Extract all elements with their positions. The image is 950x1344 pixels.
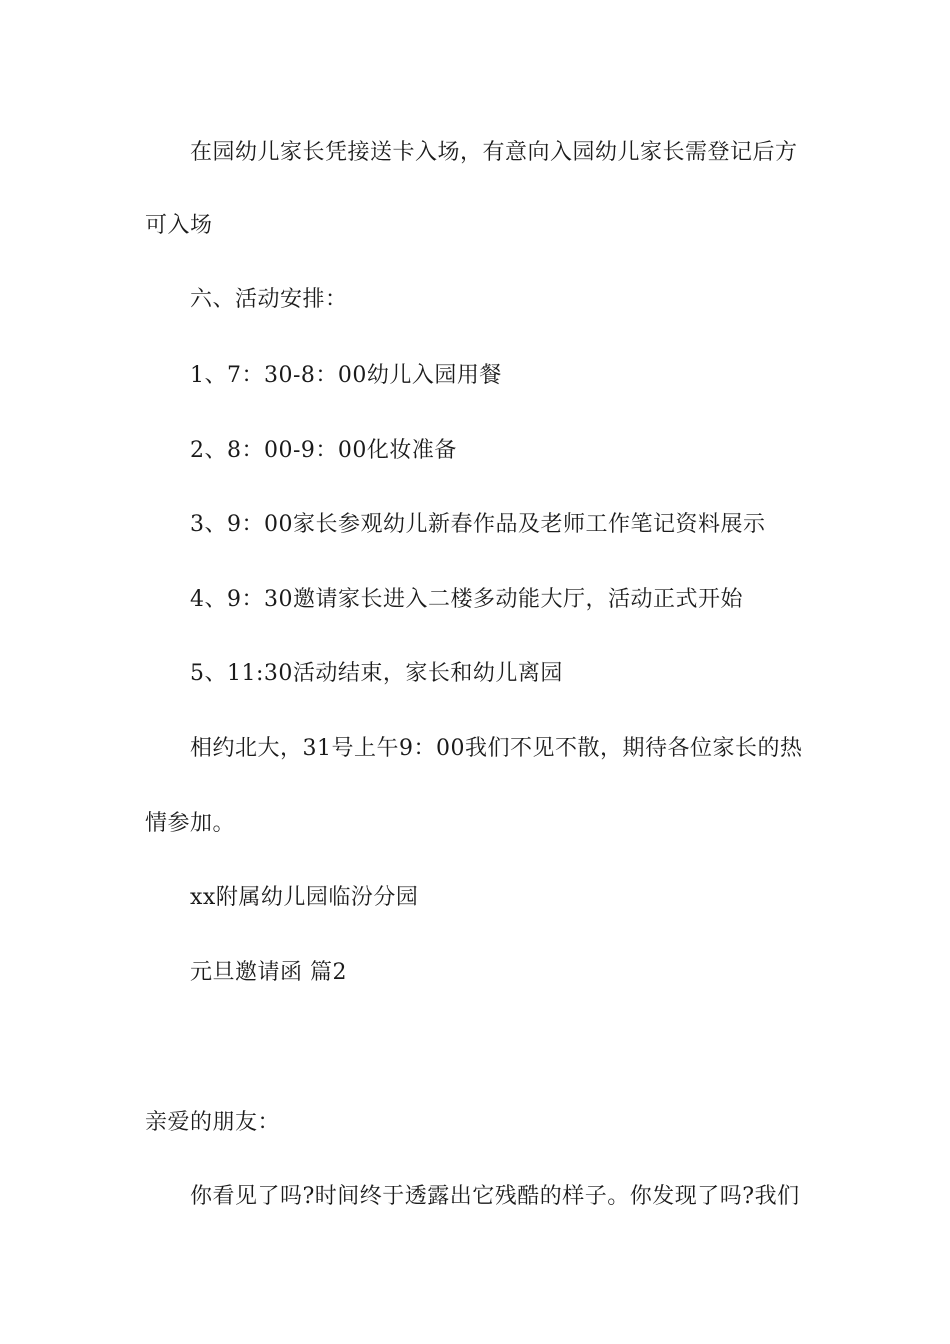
- salutation: 亲爱的朋友：: [145, 1110, 281, 1135]
- schedule-item-2: 2、8：00-9：00化妆准备: [190, 438, 457, 463]
- section-heading-activity-schedule: 六、活动安排：: [190, 287, 348, 312]
- paragraph-invitation-line-2: 情参加。: [145, 811, 236, 836]
- schedule-item-5: 5、11:30活动结束，家长和幼儿离园: [190, 661, 563, 686]
- schedule-item-1: 1、7：30-8：00幼儿入园用餐: [190, 363, 502, 388]
- schedule-item-3: 3、9：00家长参观幼儿新春作品及老师工作笔记资料展示: [190, 512, 766, 537]
- signature-organization: xx附属幼儿园临汾分园: [190, 885, 419, 910]
- paragraph-body-line-1: 你看见了吗?时间终于透露出它残酷的样子。你发现了吗?我们: [190, 1184, 800, 1209]
- schedule-item-4: 4、9：30邀请家长进入二楼多动能大厅，活动正式开始: [190, 587, 743, 612]
- paragraph-entry-rule-line-2: 可入场: [145, 213, 213, 238]
- paragraph-entry-rule-line-1: 在园幼儿家长凭接送卡入场，有意向入园幼儿家长需登记后方: [190, 140, 798, 165]
- section-title-invitation-2: 元旦邀请函 篇2: [190, 960, 347, 985]
- paragraph-invitation-line-1: 相约北大，31号上午9：00我们不见不散，期待各位家长的热: [190, 736, 803, 761]
